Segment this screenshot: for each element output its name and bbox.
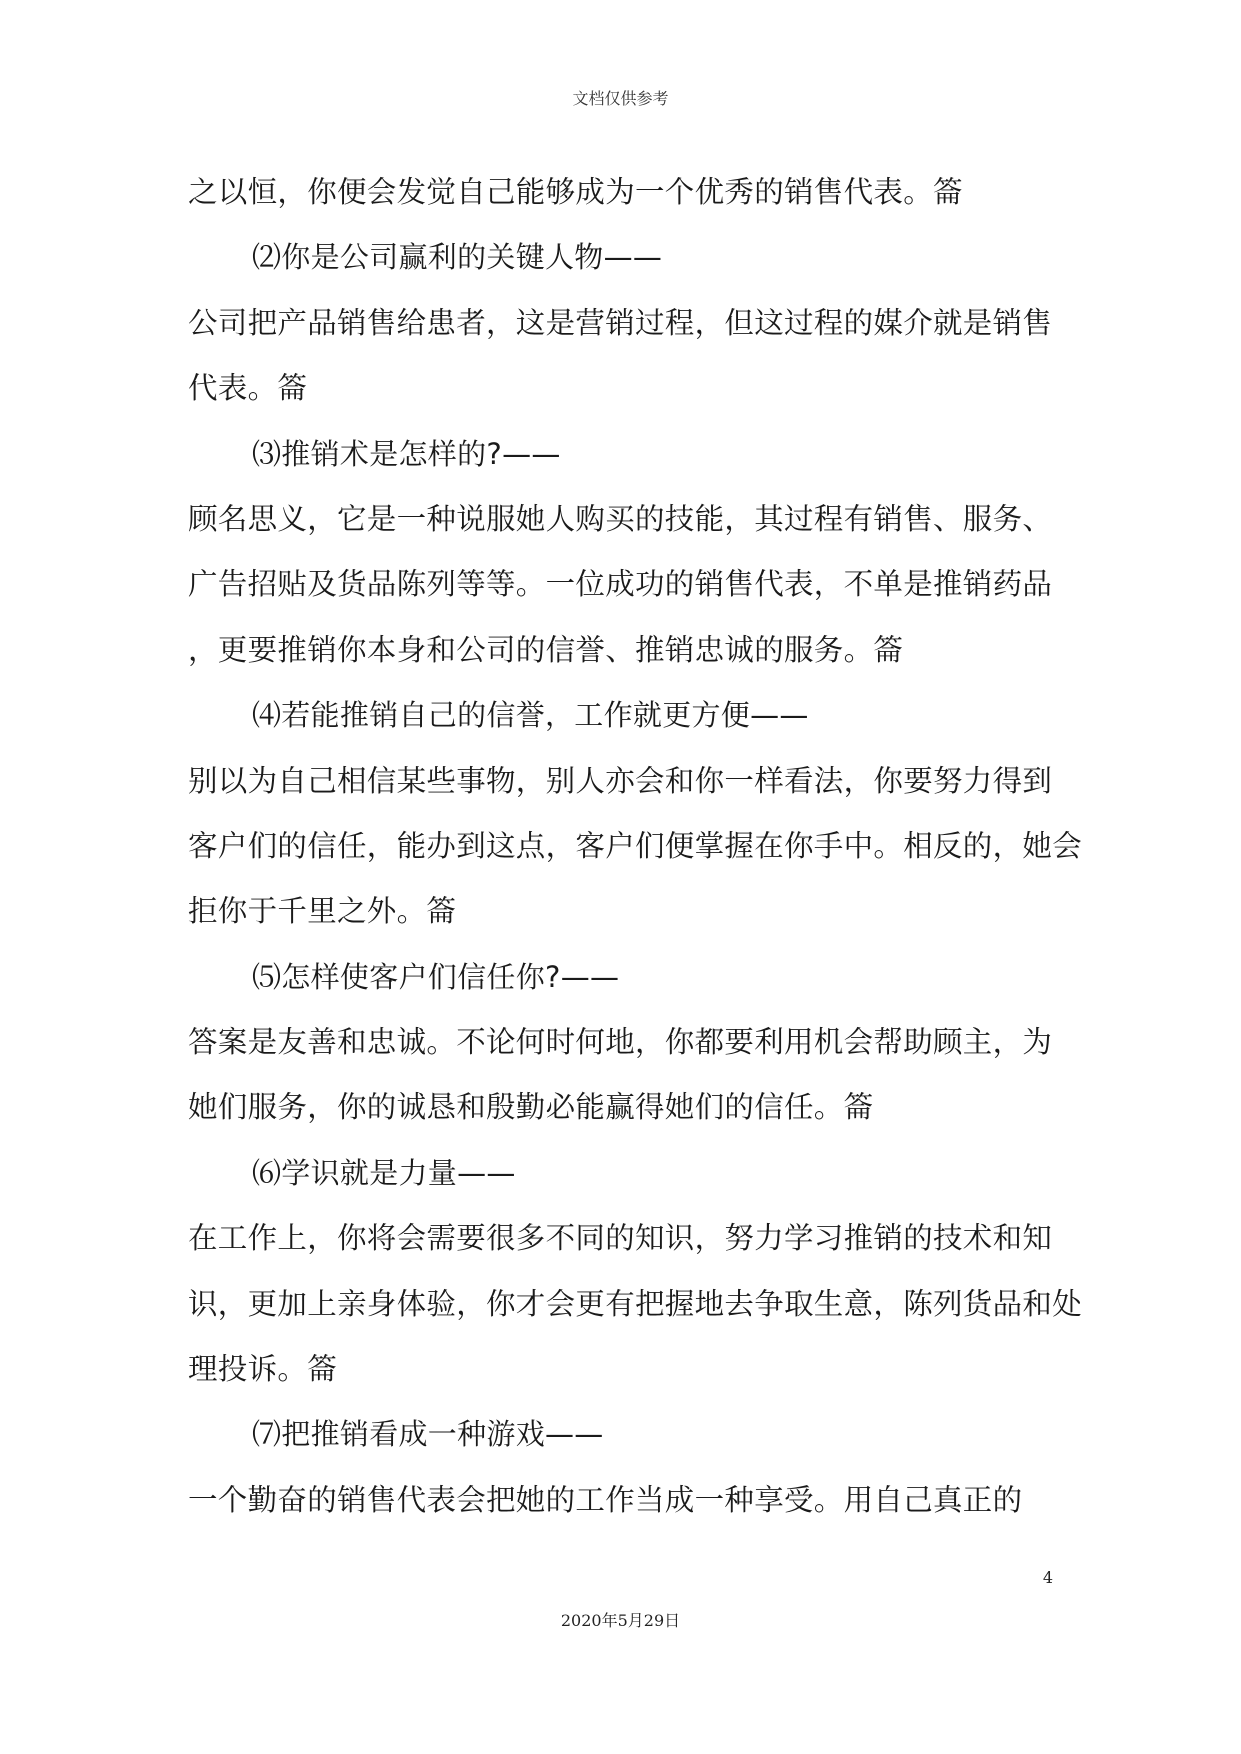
body-line: 代表。䈁 bbox=[188, 371, 308, 406]
body-line: 广告招贴及货品陈列等等。一位成功的销售代表，不单是推销药品 bbox=[188, 567, 1053, 602]
section-heading-line: ⑶推销术是怎样的?—— bbox=[252, 436, 561, 471]
section-heading-line: ⑸怎样使客户们信任你?—— bbox=[252, 959, 620, 994]
body-line: 拒你于千里之外。䈁 bbox=[188, 894, 457, 929]
body-line: 答案是友善和忠诚。不论何时何地，你都要利用机会帮助顾主，为 bbox=[188, 1025, 1053, 1060]
body-line: 之以恒，你便会发觉自己能够成为一个优秀的销售代表。䈁 bbox=[188, 175, 963, 209]
page-header: 文档仅供参考 bbox=[572, 89, 669, 108]
body-line: 一个勤奋的销售代表会把她的工作当成一种享受。用自己真正的 bbox=[188, 1482, 1023, 1517]
body-line: 识，更加上亲身体验，你才会更有把握地去争取生意，陈列货品和处 bbox=[188, 1286, 1083, 1321]
section-heading-line: ⑵你是公司赢利的关键人物—— bbox=[252, 240, 663, 275]
body-line: 理投诉。䈁 bbox=[188, 1352, 338, 1387]
body-line: 客户们的信任，能办到这点，客户们便掌握在你手中。相反的，她会 bbox=[188, 828, 1083, 863]
body-line: 她们服务，你的诚恳和殷勤必能赢得她们的信任。䈁 bbox=[188, 1090, 874, 1125]
body-line: 在工作上，你将会需要很多不同的知识，努力学习推销的技术和知 bbox=[188, 1221, 1053, 1256]
body-line: 顾名思义，它是一种说服她人购买的技能，其过程有销售、服务、 bbox=[188, 501, 1053, 536]
body-line: 别以为自己相信某些事物，别人亦会和你一样看法，你要努力得到 bbox=[188, 763, 1053, 798]
section-heading-line: ⑷若能推销自己的信誉，工作就更方便—— bbox=[252, 698, 809, 733]
section-heading-line: ⑹学识就是力量—— bbox=[252, 1155, 516, 1190]
body-line: ，更要推销你本身和公司的信誉、推销忠诚的服务。䈁 bbox=[188, 632, 904, 667]
footer-date: 2020年5月29日 bbox=[560, 1611, 681, 1630]
page-number: 4 bbox=[1042, 1568, 1053, 1587]
body-line: 公司把产品销售给患者，这是营销过程，但这过程的媒介就是销售 bbox=[188, 305, 1053, 340]
document-body bbox=[188, 160, 1083, 1533]
section-heading-line: ⑺把推销看成一种游戏—— bbox=[252, 1417, 604, 1452]
